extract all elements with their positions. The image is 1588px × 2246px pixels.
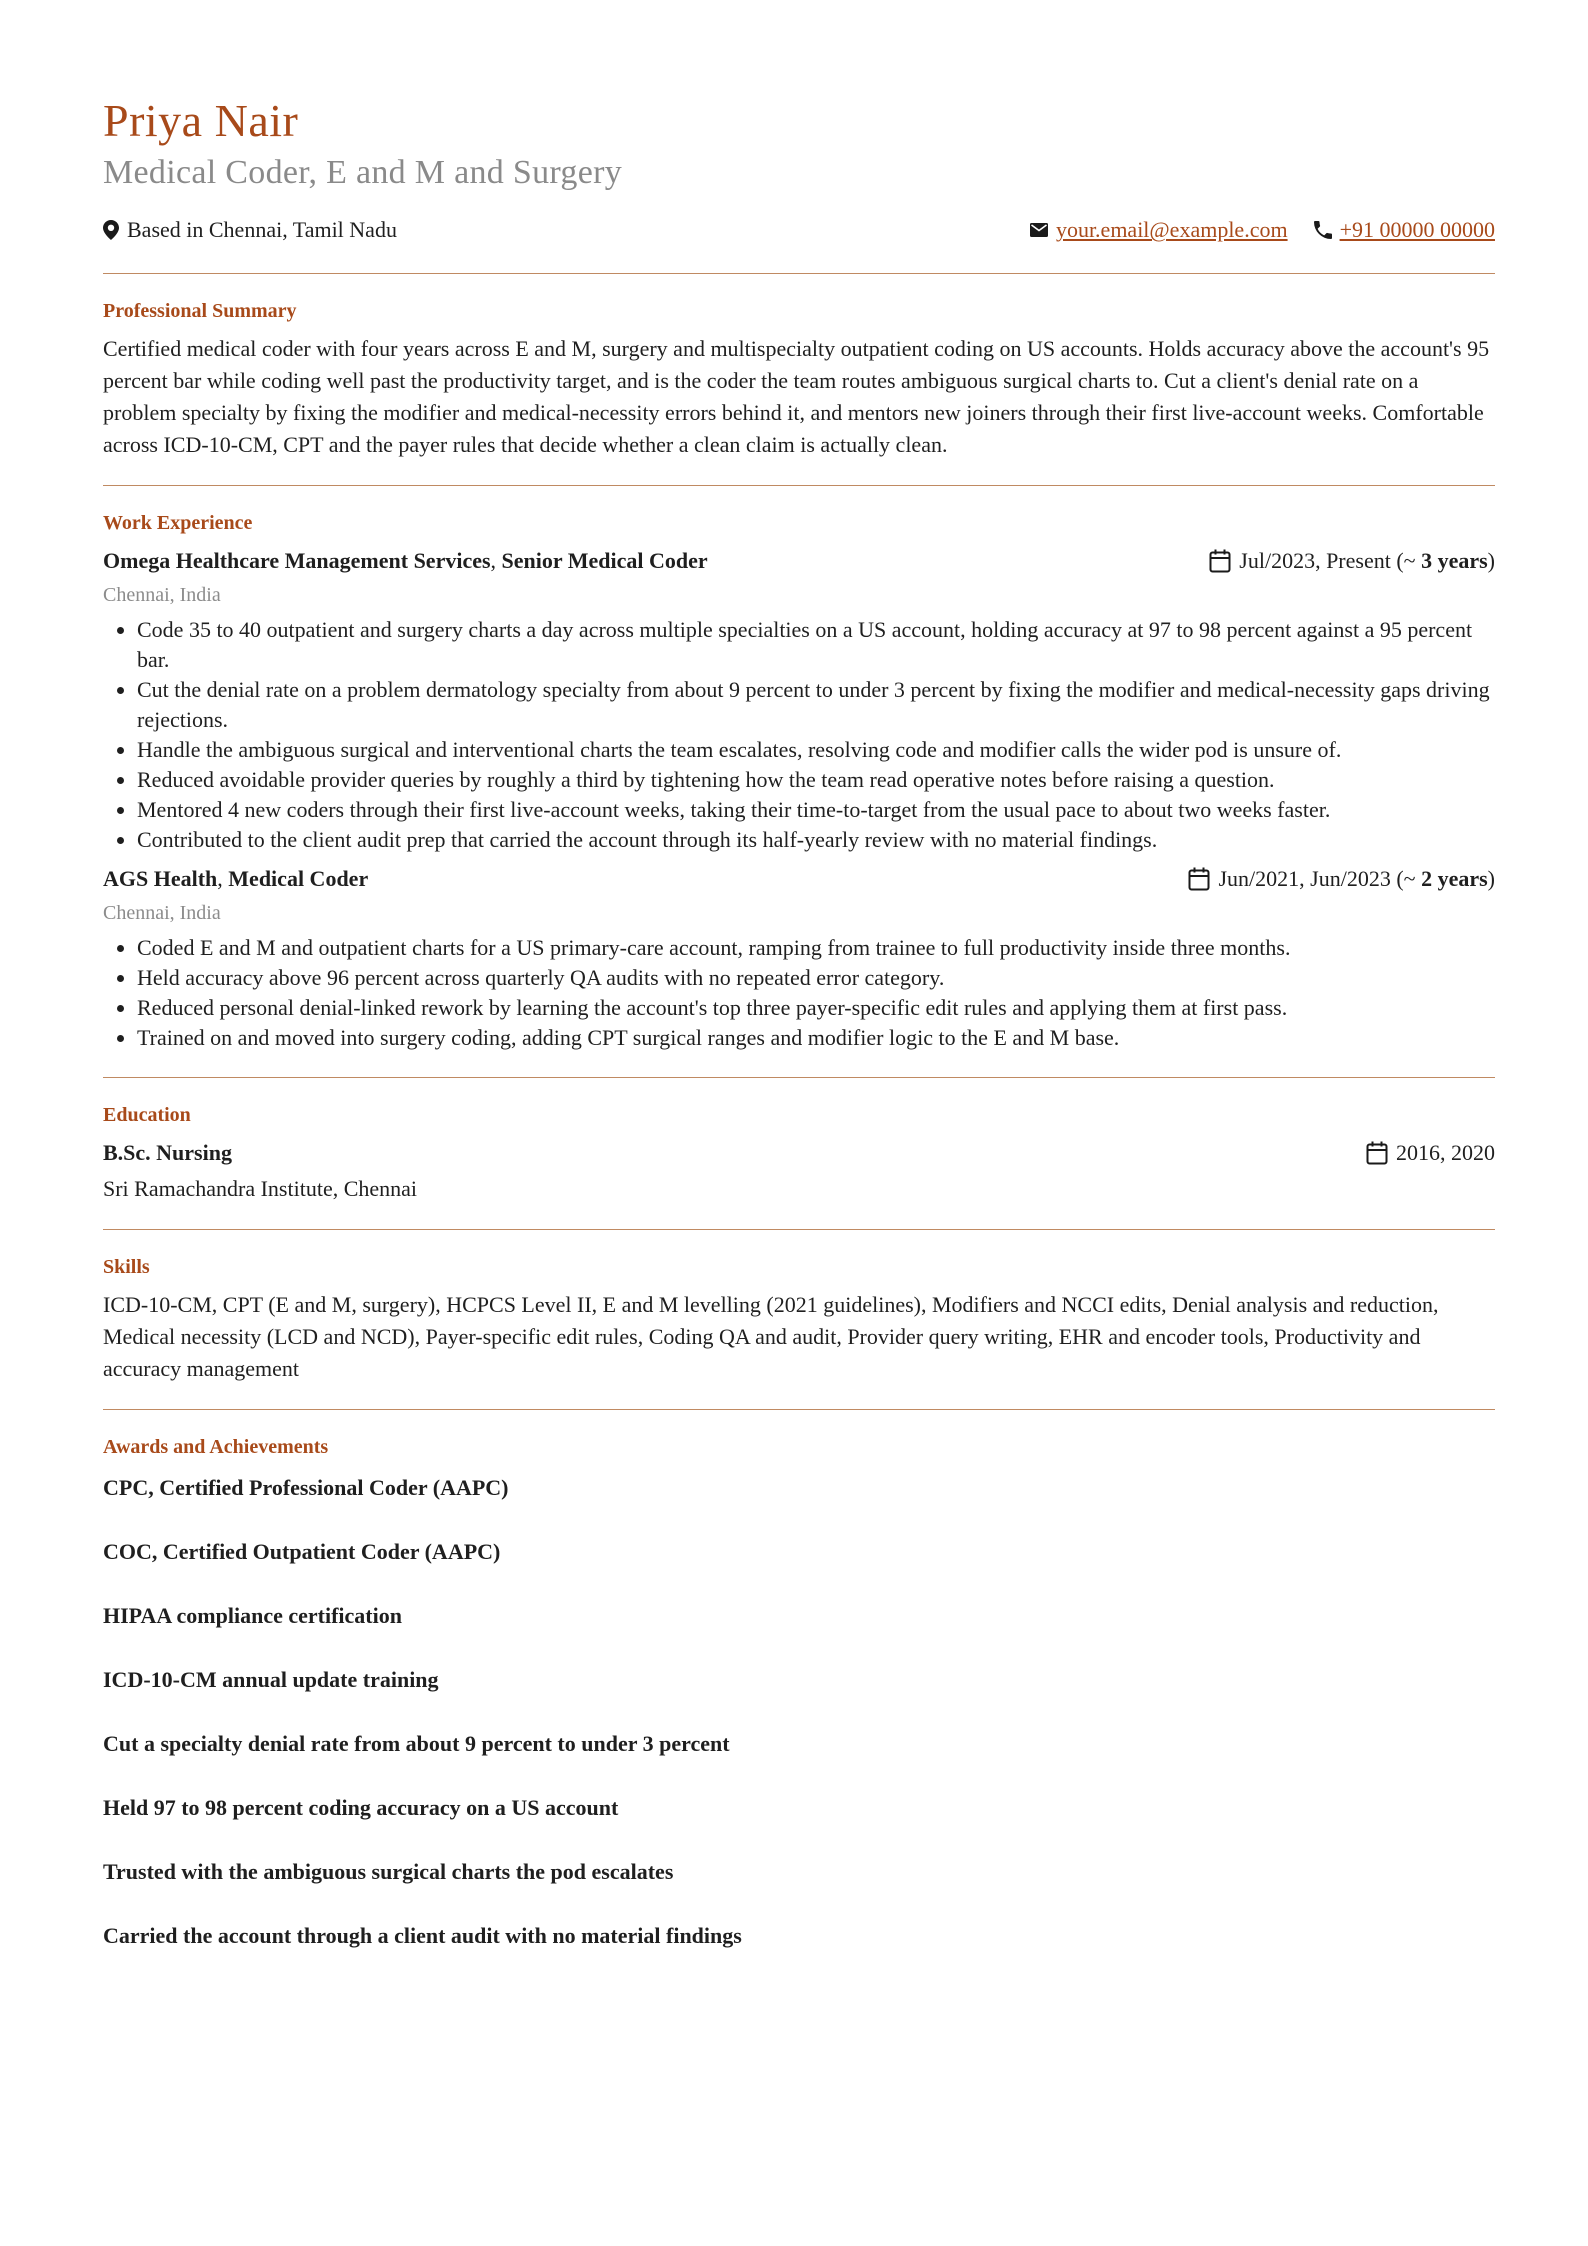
awards-heading: Awards and Achievements [103,1436,329,1459]
location-info [103,217,397,243]
education-header [103,1137,1495,1169]
job-role: Medical Coder [228,866,369,892]
bullet-item: • Code 35 to 40 outpatient and surgery charts a day across multiple specialties on a US account, holding accuracy at 97 to 98 percent against a 95 percent bar. [137,615,1495,675]
job-entry [103,545,1495,855]
job-bullets [103,615,1495,855]
email-contact [1030,217,1288,243]
award-item: CPC, Certified Professional Coder (AAPC) [103,1475,509,1501]
map-pin-icon [103,220,119,240]
bullet-item: • Mentored 4 new coders through their first live-account weeks, taking their time-to-target from the usual pace to about two weeks faster. [137,795,1495,825]
job-title-line: AGS Health, Medical Coder [103,866,369,892]
job-role: Senior Medical Coder [501,548,708,574]
calendar-icon [1188,867,1210,891]
award-item: Held 97 to 98 percent coding accuracy on a US account [103,1795,619,1821]
skills-heading: Skills [103,1256,150,1279]
phone-link[interactable]: +91 00000 00000 [1339,217,1495,243]
bullet-item: • Trained on and moved into surgery coding, adding CPT surgical ranges and modifier logic to the E and M base. [137,1023,1495,1053]
company-name: Omega Healthcare Management Services [103,548,491,574]
experience-heading: Work Experience [103,512,253,535]
date-range: Jul/2023, Present [1239,548,1391,574]
bullet-item: • Handle the ambiguous surgical and interventional charts the team escalates, resolving code and modifier calls the wider pod is unsure of. [137,735,1495,765]
degree-name: B.Sc. Nursing [103,1140,232,1166]
date-range: 2016, 2020 [1396,1140,1495,1166]
candidate-name: Priya Nair [103,95,299,146]
award-item: Cut a specialty denial rate from about 9 percent to under 3 percent [103,1731,730,1757]
calendar-icon [1366,1141,1388,1165]
bullet-item: • Coded E and M and outpatient charts for a US primary-care account, ramping from trainee to full productivity inside three months. [137,933,1495,963]
experience-section [103,486,1495,1077]
award-item: ICD-10-CM annual update training [103,1667,439,1693]
contact-row [103,217,1495,247]
award-item: Trusted with the ambiguous surgical charts the pod escalates [103,1859,674,1885]
email-link[interactable]: your.email@example.com [1055,217,1288,243]
phone-contact [1314,217,1495,243]
education-dates [1366,1137,1495,1169]
job-header [103,863,1495,895]
bullet-item: • Reduced personal denial-linked rework by learning the account's top three payer-specific edit rules and applying them at first pass. [137,993,1495,1023]
job-header [103,545,1495,577]
job-location: Chennai, India [103,584,221,607]
job-duration: 2 years [1421,866,1488,892]
education-heading: Education [103,1104,191,1127]
date-range: Jun/2021, Jun/2023 [1218,866,1391,892]
candidate-title: Medical Coder, E and M and Surgery [103,153,623,191]
awards-section [103,1410,1495,1975]
skills-section [103,1230,1495,1409]
summary-text: Certified medical coder with four years across E and M, surgery and multispecialty outpatient coding on US accounts. Holds accuracy above the account's 95 percent bar while coding well past the productivity target, and is the coder the team routes ambiguous surgical charts to. Cut a client's denial rate on a problem specialty by fixing the modifier and medical-necessity errors behind it, and mentors new joiners through their first live-account weeks. Comfortable across ICD-10-CM, CPT and the payer rules that decide whether a clean claim is actually clean. [103,336,1490,458]
job-title-line: Omega Healthcare Management Services, Senior Medical Coder [103,548,708,574]
school-name: Sri Ramachandra Institute, Chennai [103,1176,418,1202]
bullet-item: • Reduced avoidable provider queries by roughly a third by tightening how the team read operative notes before raising a question. [137,765,1495,795]
calendar-icon [1209,549,1231,573]
envelope-icon [1030,223,1048,237]
company-name: AGS Health [103,866,218,892]
skills-text: ICD-10-CM, CPT (E and M, surgery), HCPCS Level II, E and M levelling (2021 guidelines), Modifiers and NCCI edits, Denial analysis and reduction, Medical necessity (LCD and NCD), Payer-specific edit rules, Coding QA and audit, Provider query writing, EHR and encoder tools, Productivity and accuracy management [103,1292,1439,1382]
awards-list [103,1473,1495,1951]
award-item: COC, Certified Outpatient Coder (AAPC) [103,1539,501,1565]
summary-section [103,274,1495,485]
job-location: Chennai, India [103,902,221,925]
award-item: Carried the account through a client audit with no material findings [103,1923,742,1949]
resume-page [103,96,1495,1975]
job-dates: Jul/2023, Present (~ 3 years) [1209,545,1495,577]
summary-heading: Professional Summary [103,300,297,323]
bullet-item: • Contributed to the client audit prep that carried the account through its half-yearly review with no material findings. [137,825,1495,855]
education-section [103,1078,1495,1229]
job-bullets [103,933,1495,1053]
contact-links [1030,217,1495,243]
bullet-item: • Cut the denial rate on a problem dermatology specialty from about 9 percent to under 3 percent by fixing the modifier and medical-necessity gaps driving rejections. [137,675,1495,735]
bullet-item: • Held accuracy above 96 percent across quarterly QA audits with no repeated error category. [137,963,1495,993]
job-duration: 3 years [1421,548,1488,574]
phone-icon [1314,221,1332,239]
award-item: HIPAA compliance certification [103,1603,402,1629]
job-dates: Jun/2021, Jun/2023 (~ 2 years) [1188,863,1495,895]
location-text: Based in Chennai, Tamil Nadu [127,217,397,243]
job-entry [103,863,1495,1053]
